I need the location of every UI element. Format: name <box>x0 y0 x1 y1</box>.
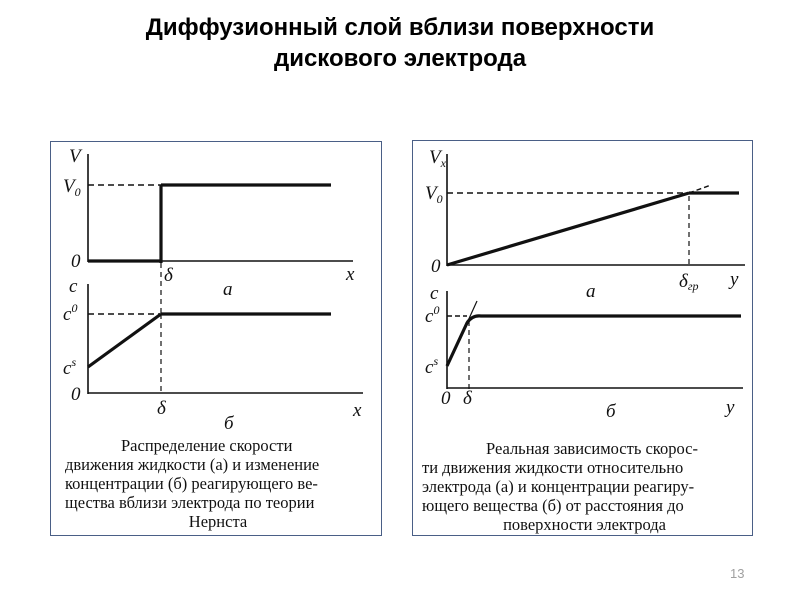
y-axis-label-real-b: y <box>726 397 735 418</box>
vx-axis-label: $V_x$ <box>429 147 446 170</box>
delta-label-b: δ <box>157 398 166 419</box>
right-figure-panel <box>412 140 753 536</box>
panel-letter-real-a: а <box>586 281 596 302</box>
c-axis-label-real: c <box>430 283 439 304</box>
right-caption <box>422 439 747 534</box>
slide-title-line2: дискового электрода <box>273 45 527 72</box>
caption-line: Нернста <box>188 512 248 531</box>
caption-line: Реальная зависимость скорос- <box>486 439 698 458</box>
delta-label-real-b: δ <box>463 388 472 409</box>
x-axis-label-b: x <box>353 400 362 421</box>
velocity-graph-nernst <box>88 154 353 314</box>
panel-letter-b: б <box>224 413 234 434</box>
cs-label-real: $c^s$ <box>425 354 439 378</box>
c-axis-label-b: c <box>69 276 78 297</box>
cs-label: $c^s$ <box>63 355 77 379</box>
delta-label-a: δ <box>164 265 173 286</box>
slide-title <box>0 12 800 74</box>
caption-line: Распределение скорости <box>121 436 293 455</box>
page-number: 13 <box>730 566 745 581</box>
origin-label-a: 0 <box>71 251 81 272</box>
caption-line: электрода (а) и концентрации реагиру- <box>422 477 695 496</box>
caption-line: щества вблизи электрода по теории <box>65 493 315 512</box>
left-figure-panel <box>50 141 382 536</box>
origin-label-b: 0 <box>71 384 81 405</box>
velocity-graph-real <box>447 154 745 266</box>
panel-letter-real-b: б <box>606 401 616 422</box>
delta-gr-label: δгр <box>679 271 699 293</box>
concentration-graph-real <box>447 291 743 389</box>
caption-line: движения жидкости (а) и изменение <box>65 455 320 474</box>
panel-letter-a: а <box>223 279 233 300</box>
origin-label-real-a: 0 <box>431 256 441 277</box>
caption-line: ти движения жидкости относительно <box>422 458 684 477</box>
y-axis-label-real-a: y <box>730 269 739 290</box>
left-caption <box>65 436 371 531</box>
c0-label-real: $c^0$ <box>425 303 440 327</box>
v0-label-real: $V_0$ <box>425 183 443 206</box>
caption-line: поверхности электрода <box>503 515 666 534</box>
concentration-graph-nernst <box>88 284 363 394</box>
v-axis-label: V <box>69 146 81 167</box>
slide-title-line1: Диффузионный слой вблизи поверхности <box>145 14 655 41</box>
caption-line: концентрации (б) реагирующего ве- <box>65 474 318 493</box>
c0-label: $c^0$ <box>63 301 78 325</box>
caption-line: ющего вещества (б) от расстояния до <box>422 496 684 515</box>
x-axis-label-a: x <box>346 264 355 285</box>
v0-label: $V_0$ <box>63 176 81 199</box>
origin-label-real-b: 0 <box>441 388 451 409</box>
